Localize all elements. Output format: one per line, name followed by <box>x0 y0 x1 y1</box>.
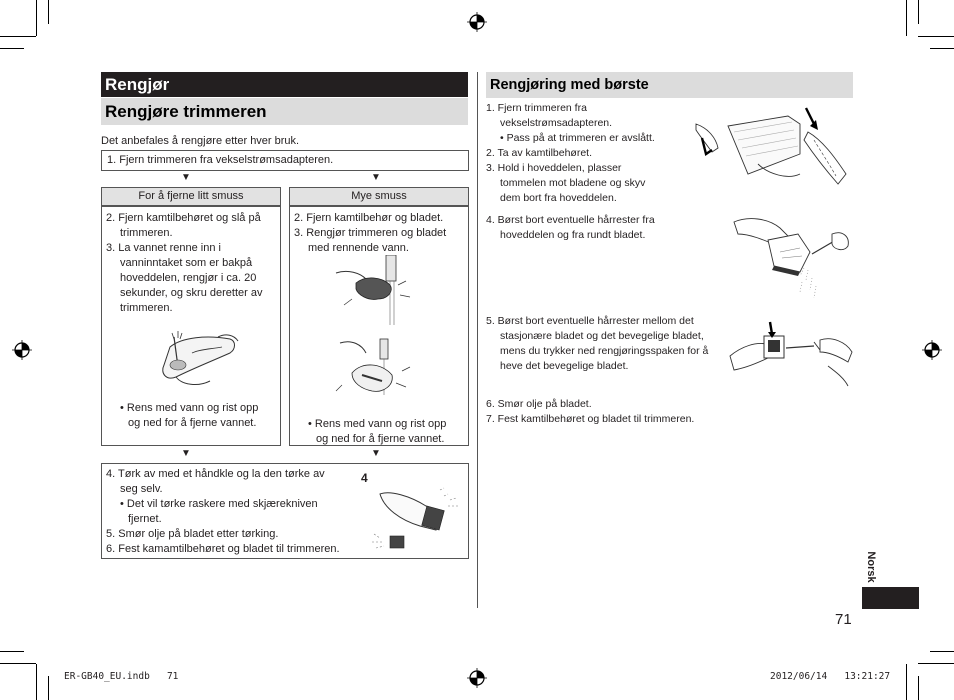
text-line: 5. Børst bort eventuelle hårrester mellom det <box>486 315 694 327</box>
crop-mark <box>930 48 954 49</box>
heavy-dirt-box <box>289 206 469 446</box>
text-line: mens du trykker ned rengjøringsspaken for å <box>500 345 709 357</box>
crop-mark <box>48 0 49 24</box>
text-line: 2. Ta av kamtilbehøret. <box>486 147 593 159</box>
text-line: og ned for å fjerne vannet. <box>128 417 257 429</box>
text-line: 2. Fjern kamtilbehør og bladet. <box>294 212 444 224</box>
step-1-text: 1. Fjern trimmeren fra vekselstrømsadapteren. <box>107 154 334 166</box>
brush-steps-6-7 <box>486 397 694 427</box>
text-line: • Pass på at trimmeren er avslått. <box>500 132 655 144</box>
text-line: 6. Smør olje på bladet. <box>486 398 592 410</box>
crop-mark <box>918 36 954 37</box>
text-line: trimmeren. <box>120 302 173 314</box>
section-heading: Rengjør <box>101 72 468 97</box>
down-arrow-icon: ▼ <box>371 172 381 183</box>
text-line: 3. Rengjør trimmeren og bladet <box>294 227 447 239</box>
text-line: sekunder, og skru deretter av <box>120 287 263 299</box>
drying-trimmer-illustration <box>370 486 465 556</box>
page-number: 71 <box>835 611 852 628</box>
intro-text: Det anbefales å rengjøre etter hver bruk. <box>101 135 300 147</box>
crop-mark <box>930 651 954 652</box>
brush-step-5 <box>486 314 708 374</box>
text-line: • Rens med vann og rist opp <box>308 418 447 430</box>
text-line: 4. Tørk av med et håndkle og la den tørke av <box>106 468 325 480</box>
text-line: vekselstrømsadapteren. <box>500 117 613 129</box>
text-line: dem bort fra hoveddelen. <box>500 192 617 204</box>
step-1-box <box>101 150 469 171</box>
registration-mark-icon <box>922 340 942 360</box>
heavy-dirt-header: Mye smuss <box>289 187 469 206</box>
text-line: • Rens med vann og rist opp <box>120 402 259 414</box>
brush-blades-illustration <box>728 316 856 392</box>
text-line: 5. Smør olje på bladet etter tørking. <box>106 528 279 540</box>
crop-mark <box>906 0 907 36</box>
light-dirt-steps <box>106 211 262 316</box>
light-dirt-note <box>120 401 258 431</box>
text-line: 1. Fjern trimmeren fra <box>486 102 587 114</box>
crop-mark <box>906 664 907 700</box>
crop-mark <box>918 663 954 664</box>
remove-comb-illustration <box>688 104 858 199</box>
dry-and-assemble-box <box>101 463 469 559</box>
text-line: 4. Børst bort eventuelle hårrester fra <box>486 214 655 226</box>
down-arrow-icon: ▼ <box>181 448 191 459</box>
crop-mark <box>918 0 919 24</box>
text-line: vanninntaket som er bakpå <box>120 257 253 269</box>
registration-mark-icon <box>467 12 487 32</box>
column-divider <box>477 72 478 608</box>
crop-mark <box>0 36 36 37</box>
crop-mark <box>0 663 36 664</box>
light-dirt-header: For å fjerne litt smuss <box>101 187 281 206</box>
language-label: Norsk <box>865 551 877 583</box>
text-line: seg selv. <box>120 483 163 495</box>
text-line: hoveddelen, rengjør i ca. 20 <box>120 272 257 284</box>
brush-step-4 <box>486 213 655 243</box>
down-arrow-icon: ▼ <box>181 172 191 183</box>
heavy-dirt-steps <box>294 211 446 256</box>
registration-mark-icon <box>467 668 487 688</box>
brush-cleaning-heading: Rengjøring med børste <box>486 72 853 98</box>
text-line: heve det bevegelige bladet. <box>500 360 629 372</box>
running-water-rinse-illustration <box>332 255 422 415</box>
down-arrow-icon: ▼ <box>371 448 381 459</box>
text-line: fjernet. <box>128 513 162 525</box>
text-line: og ned for å fjerne vannet. <box>316 433 445 445</box>
text-line: 2. Fjern kamtilbehøret og slå på <box>106 212 261 224</box>
crop-mark <box>918 676 919 700</box>
text-line: trimmeren. <box>120 227 173 239</box>
footer-timestamp: 2012/06/14 13:21:27 <box>770 671 891 682</box>
crop-mark <box>0 651 24 652</box>
footer-file-info: ER-GB40_EU.indb 71 <box>64 671 179 682</box>
text-line: 6. Fest kamamtilbehøret og bladet til trimmeren. <box>106 543 340 555</box>
crop-mark <box>36 0 37 36</box>
text-line: 3. Hold i hoveddelen, plasser <box>486 162 622 174</box>
crop-mark <box>36 664 37 700</box>
light-dirt-box <box>101 206 281 446</box>
subsection-heading: Rengjøre trimmeren <box>101 98 468 125</box>
brush-body-illustration <box>728 212 856 306</box>
crop-mark <box>0 48 24 49</box>
text-line: tommelen mot bladene og skyv <box>500 177 646 189</box>
brush-steps-1-3 <box>486 101 655 206</box>
text-line: stasjonære bladet og det bevegelige bladet, <box>500 330 704 342</box>
rinse-water-inlet-illustration <box>152 327 242 397</box>
text-line: hoveddelen og fra rundt bladet. <box>500 229 646 241</box>
crop-mark <box>48 676 49 700</box>
dry-steps <box>106 467 340 557</box>
text-line: 7. Fest kamtilbehøret og bladet til trimmeren. <box>486 413 695 425</box>
registration-mark-icon <box>12 340 32 360</box>
figure-label: 4 <box>361 471 368 485</box>
text-line: med rennende vann. <box>308 242 409 254</box>
text-line: • Det vil tørke raskere med skjærekniven <box>120 498 318 510</box>
heavy-dirt-note <box>308 417 446 447</box>
text-line: 3. La vannet renne inn i <box>106 242 221 254</box>
